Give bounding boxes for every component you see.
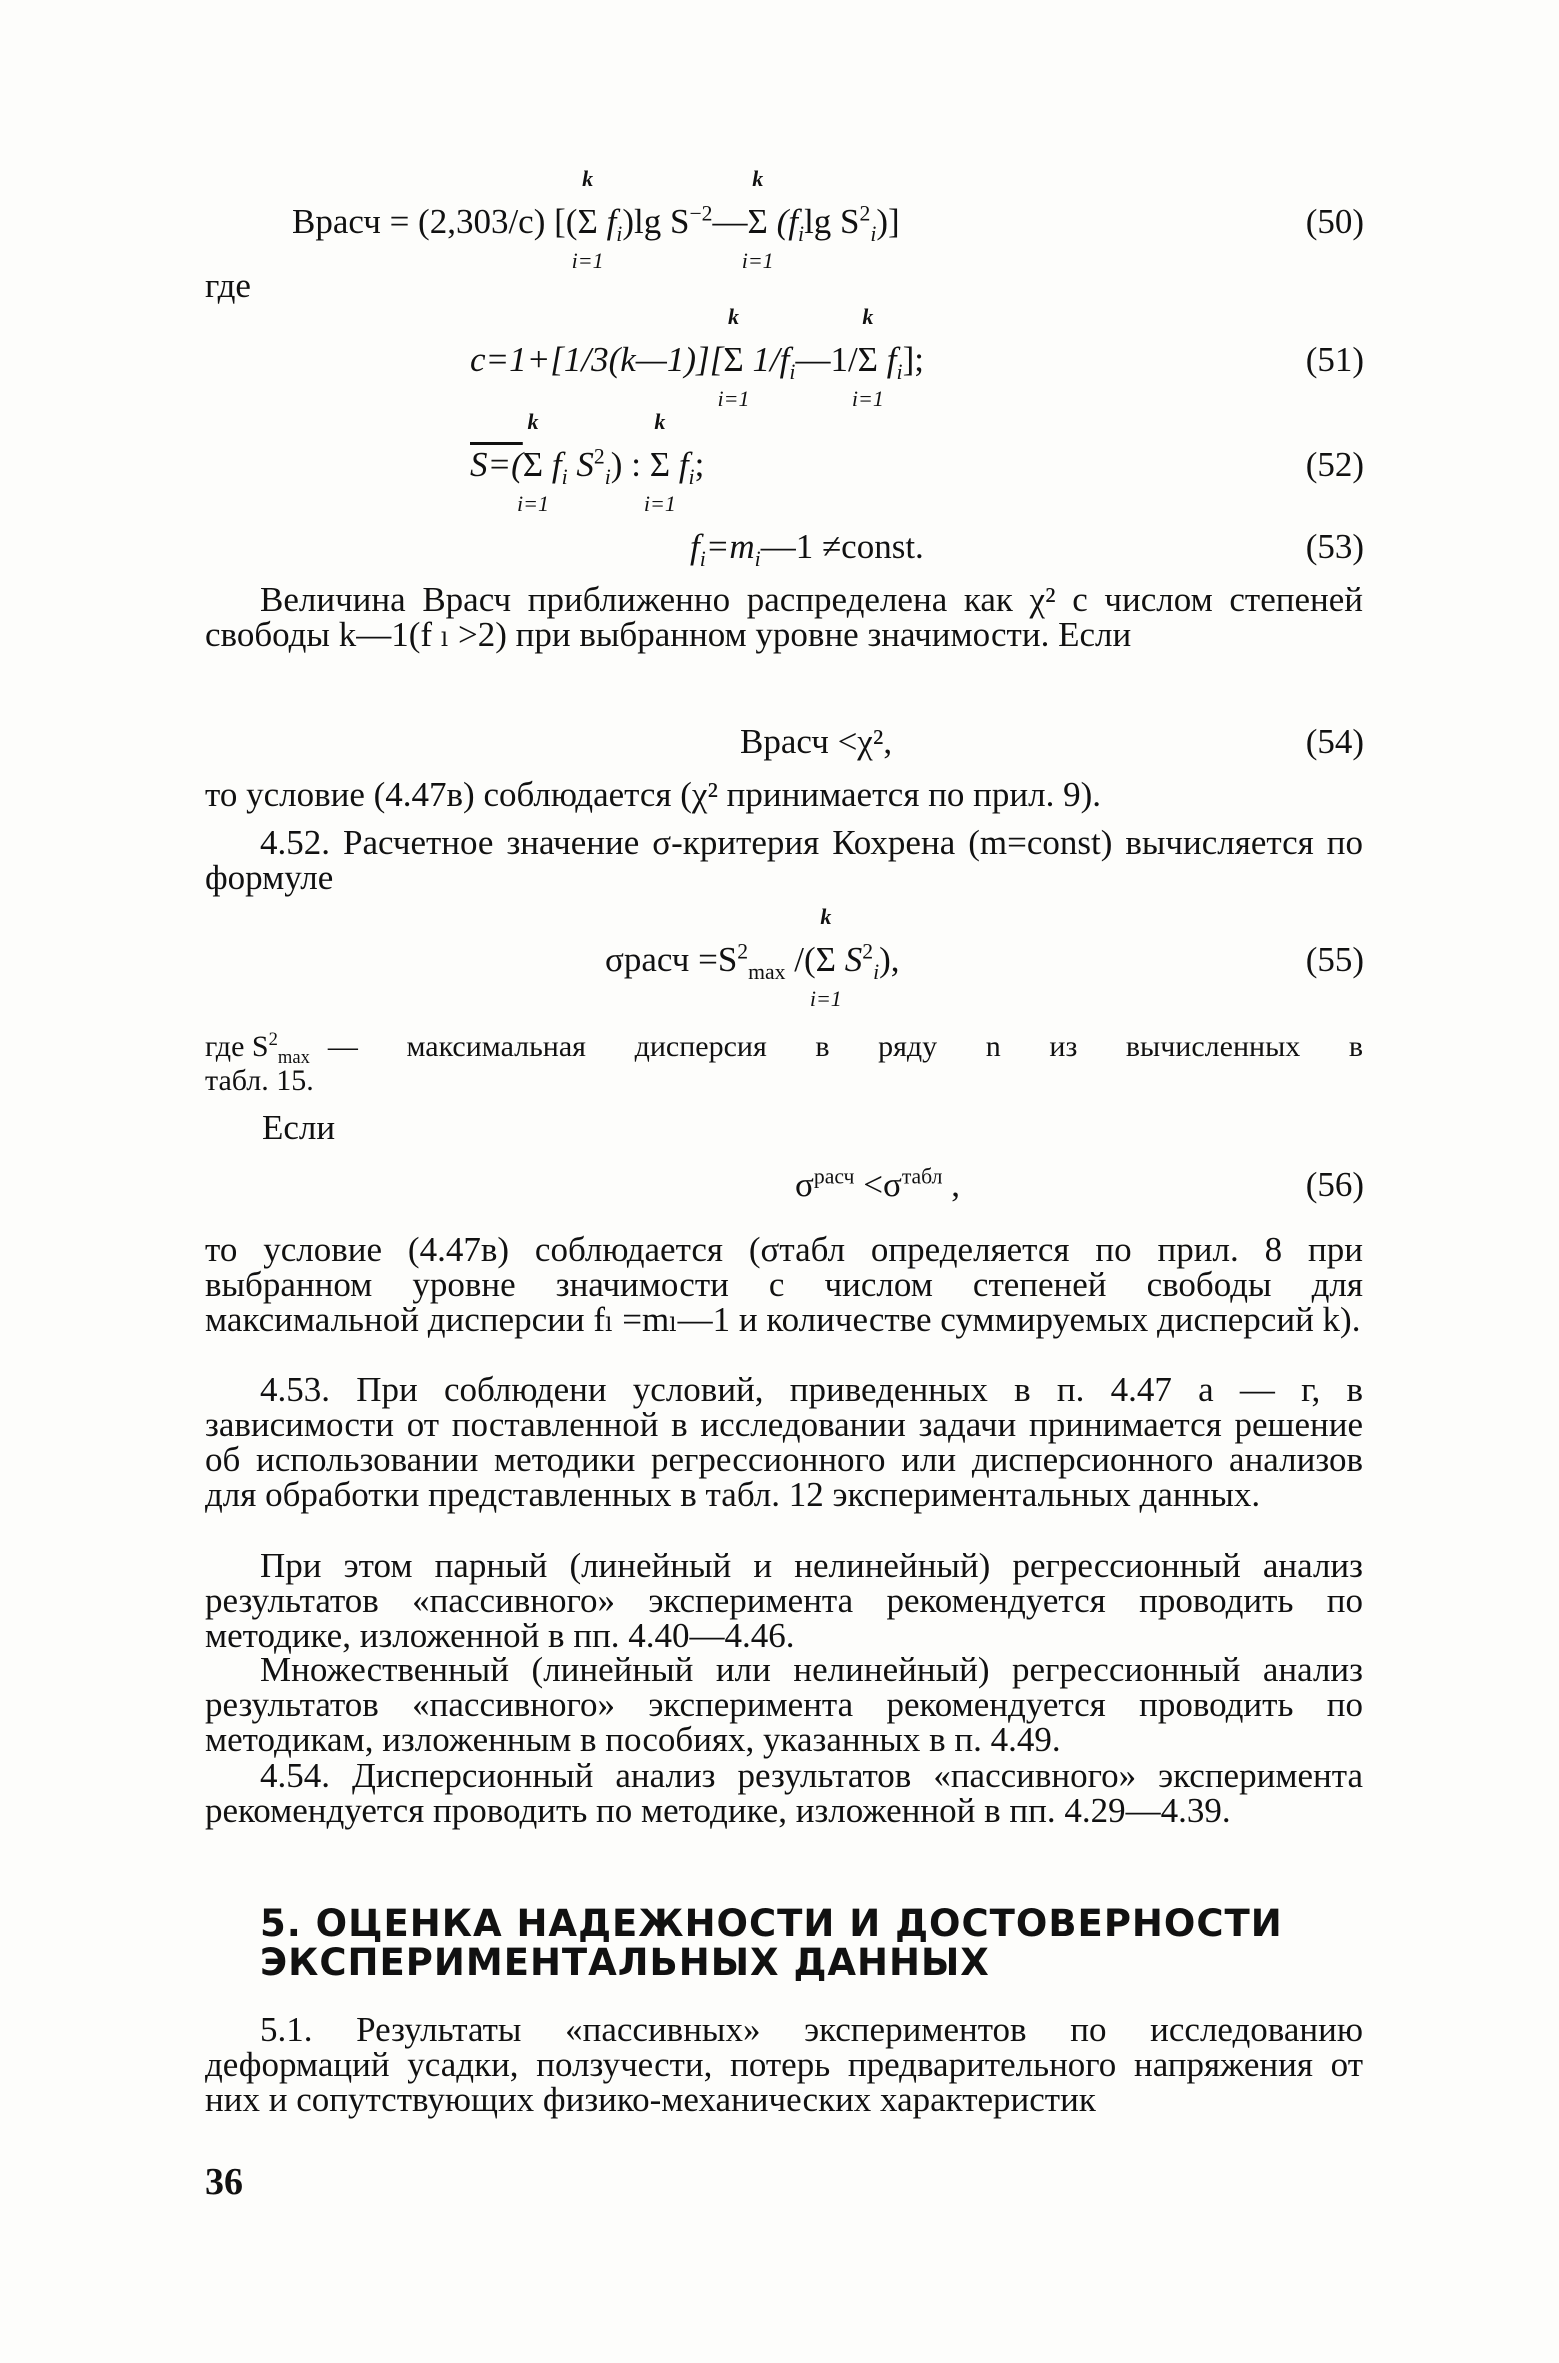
paragraph: то условие (4.47в) соблюдается (σтабл определяется по прил. 8 при выбранном уровне значимости с числом степеней свободы для максимальной дисперсии fₗ =mₗ—1 и количестве суммируемых дисперсий k). (205, 1230, 1363, 1339)
paragraph: 4.52. Расчетное значение σ-критерия Кохрена (m=const) вычисляется по формуле (205, 823, 1363, 897)
equation-number: (50) (1305, 202, 1364, 241)
page-number: 36 (205, 2161, 243, 2203)
equation-54: Bрасч <χ², (740, 722, 893, 761)
paragraph: Если (262, 1108, 336, 1147)
paragraph: При этом парный (линейный и нелинейный) регрессионный анализ результатов «пассивного» эксперимента рекомендуется проводить по методике, изложенной в пп. 4.40—4.46. (205, 1546, 1363, 1655)
paragraph: то условие (4.47в) соблюдается (χ² принимается по прил. 9). (205, 775, 1102, 814)
sum-symbol: k Σ i=1 (516, 409, 549, 516)
where-label: где (205, 266, 251, 305)
paragraph: 5.1. Результаты «пассивных» экспериментов по исследованию деформаций усадки, ползучести, потерь предварительного напряжения от них и сопутствующих физико-механических характеристик (205, 2010, 1363, 2119)
paragraph: 4.53. При соблюдени условий, приведенных в п. 4.47 а — г, в зависимости от поставленной в исследовании задачи принимается решение об использовании методики регрессионного или дисперсионного анализов для обработки представленных в табл. 12 экспериментальных данных. (205, 1370, 1363, 1514)
equation-50: Bрасч = (2,303/c) [( k Σ i=1 $f_i)\lg$ $S^{-2}—$ k Σ i=1 ($f_i\lg$ $S^2_i$)] (292, 166, 900, 273)
equation-number: (56) (1305, 1165, 1364, 1204)
paragraph: Величина Bрасч приближенно распределена как χ² с числом степеней свободы k—1(f ₗ >2) при выбранном уровне значимости. Если (205, 580, 1363, 654)
equation-number: (54) (1305, 722, 1364, 761)
paragraph: где $S^2_{max}$ — максимальная дисперсия в ряду n из вычисленных в табл. 15. (205, 1029, 1363, 1097)
equation-52: S=( k Σ i=1 $f_i$ $S^2_i$) : k Σ i=1 $f_i$; (470, 409, 705, 516)
equation-number: (52) (1305, 445, 1364, 484)
paragraph: 4.54. Дисперсионный анализ результатов «пассивного» эксперимента рекомендуется проводить по методике, изложенной в пп. 4.29—4.39. (205, 1756, 1363, 1830)
equation-51: c=1+[1/3(k—1)][ k Σ i=1 $1/f_i—1/$ k Σ i=1 $f_i$]; (470, 304, 924, 411)
equation-number: (55) (1305, 940, 1364, 979)
section-heading: 5. ОЦЕНКА НАДЕЖНОСТИ И ДОСТОВЕРНОСТИ ЭКСПЕРИМЕНТАЛЬНЫХ ДАННЫХ (260, 1902, 1283, 1984)
equation-53: $f_i=m_i—1$ ≠const. (690, 527, 924, 571)
sum-symbol: k Σ i=1 (717, 304, 750, 411)
equation-55: σрасч $=S^2_{max}$ /( k Σ i=1 $S^2_i$), (605, 904, 900, 1011)
sum-symbol: k Σ i=1 (741, 166, 774, 273)
equation-number: (51) (1305, 340, 1364, 379)
sum-symbol: k Σ i=1 (851, 304, 884, 411)
sum-symbol: k Σ i=1 (571, 166, 604, 273)
equation-number: (53) (1305, 527, 1364, 566)
sum-symbol: k Σ i=1 (809, 904, 842, 1011)
equation-56: $\sigma^{расч} <\sigma^{табл}$ , (795, 1164, 960, 1204)
paragraph: Множественный (линейный или нелинейный) регрессионный анализ результатов «пассивного» эксперимента рекомендуется проводить по методикам, изложенным в пособиях, указанных в п. 4.49. (205, 1650, 1363, 1759)
sum-symbol: k Σ i=1 (643, 409, 676, 516)
